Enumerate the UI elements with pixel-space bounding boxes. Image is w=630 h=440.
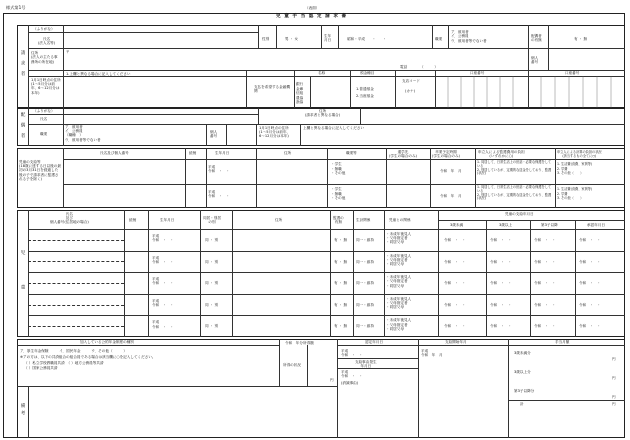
child-row-care[interactable]: 有 ・ 無 (334, 238, 348, 242)
child-header-name: 氏名 及び 個人番号(住居地の場合) (50, 212, 89, 225)
claimant-mynumber-label: 個人 番号 (531, 56, 539, 65)
children-row1-birth[interactable]: 平成 令和 ・ ・ (208, 165, 230, 174)
reason-value[interactable]: 平成 令和 ・ ・ (341, 370, 363, 379)
spouse-label: 配偶者 の有無 (531, 34, 542, 43)
phone-label: 電話 (400, 65, 408, 69)
claimant-jan1-label: 1月1日時点の住所(1～5月分は前年、6～12月分は本年) (31, 78, 61, 95)
children-row2-job[interactable]: ・学生 ・無職 ・その他 (331, 187, 346, 201)
children-header-job: 職業等 (346, 151, 357, 155)
claimant-name-label: 氏名 (法人名等) (38, 37, 56, 46)
child-row-cohabit[interactable]: 同 ・ 別 (205, 302, 219, 307)
sex-options[interactable]: 男 ・ 女 (285, 37, 299, 41)
child-subheader-over3: 3歳以上 (499, 223, 513, 227)
remarks-label: 備考 (20, 403, 25, 419)
children-row2-graduate[interactable]: 令和 年 月 (440, 194, 462, 198)
amount-label: 手当月額 (555, 340, 570, 344)
claimant-address-input[interactable] (63, 48, 528, 70)
kana-label: (カナ) (405, 89, 415, 93)
child-row-date-under3[interactable]: 令和 ・ ・ (444, 324, 466, 329)
children-row1-graduate[interactable]: 令和 年 月 (440, 169, 462, 173)
child-row-birth[interactable]: 平成 令和 ・ ・ (152, 320, 174, 329)
child-row-date-over3[interactable]: 令和 ・ ・ (490, 238, 512, 242)
children-header-graduate: 卒業予定時期 (学生の場合のみ) (432, 150, 460, 158)
account-label: 口座番号 (470, 71, 485, 75)
child-row-date-approval[interactable]: 令和 ・ ・ (579, 281, 601, 286)
bank-section-label: 支払を希望する金融機関 (254, 85, 290, 94)
bank-name-label: 名称 (318, 71, 326, 75)
child-row-livelihood[interactable]: 同一・維持 (356, 302, 374, 307)
child-row-date-third[interactable]: 令和 ・ ・ (534, 259, 556, 264)
income-label: 所得の状況 (283, 363, 301, 367)
child-header-livelihood: 生計関係 (356, 218, 371, 222)
child-subheader-third: 第3子以降 (541, 223, 558, 227)
occupation-label: 職業 (435, 37, 443, 41)
child-row-name-input[interactable] (28, 251, 124, 273)
child-row-date-under3[interactable]: 令和 ・ ・ (444, 259, 466, 264)
spouse-name-label: 氏名 (40, 117, 48, 121)
spouse-occupation-label: 職業 (40, 132, 48, 136)
spouse-furigana-label: （ふりがな） (33, 109, 55, 113)
child-row-birth[interactable]: 平成 令和 ・ ・ (152, 234, 174, 243)
child-header-cohabit: 同居・別居 の別 (203, 216, 221, 225)
spouse-options[interactable]: 有 ・ 無 (574, 37, 588, 41)
approval-value[interactable]: 平成 令和 ・ ・ (341, 349, 363, 358)
start-value[interactable]: 平成 令和 年 月 (421, 349, 443, 358)
extinct-label: (消滅事由) (341, 381, 359, 385)
claimant-section-label: 請求者 (20, 50, 25, 82)
children-header-birth: 生年月日 (215, 151, 230, 155)
claimant-furigana-label: （ふりがな） (33, 27, 55, 31)
spouse-address-label: 住所 (請求者と異なる場合) (305, 109, 341, 118)
claimant-birth-value[interactable]: 昭和・平成 ・ ・ (347, 37, 387, 41)
child-header-relation: 続柄 (129, 218, 137, 222)
spouse-mynumber-label: 個人 番号 (210, 130, 218, 139)
amount-under3-yen: 円 (612, 357, 616, 361)
child-row-cohabit[interactable]: 同 ・ 別 (205, 281, 219, 286)
child-row-date-over3[interactable]: 令和 ・ ・ (490, 259, 512, 264)
child-row-livelihood[interactable]: 同一・維持 (356, 259, 374, 264)
child-row-date-over3[interactable]: 令和 ・ ・ (490, 324, 512, 329)
postal-mark: 〒 (66, 50, 70, 54)
remarks-input[interactable] (28, 386, 337, 438)
child-row-care[interactable]: 有 ・ 無 (334, 281, 348, 286)
child-row-cohabit[interactable]: 同 ・ 別 (205, 324, 219, 329)
child-row-relationship[interactable]: ・未成年後見人 ・父母指定者 ・同居父母 (386, 232, 412, 245)
account-digit-grid[interactable] (435, 76, 625, 108)
pension-sub-options[interactable]: （ ）私立学校教職員共済 （ ）地方公務員等共済 （ ）国家公務員共済 (24, 361, 104, 370)
child-row-care[interactable]: 有 ・ 無 (334, 302, 348, 307)
child-row-date-third[interactable]: 令和 ・ ・ (534, 281, 556, 286)
child-header-birth: 生年月日 (160, 218, 175, 222)
child-row-date-third[interactable]: 令和 ・ ・ (534, 302, 556, 307)
child-row-date-under3[interactable]: 令和 ・ ・ (444, 281, 466, 286)
total-label: 計 (520, 402, 524, 406)
child-row-date-approval[interactable]: 令和 ・ ・ (579, 302, 601, 307)
child-row-name-input[interactable] (28, 294, 124, 316)
child-subheader-under3: 3歳未満 (450, 223, 464, 227)
bank-type-label: 預金種目 (360, 71, 375, 75)
pension-label: 加入している公的年金制度の種別 (80, 340, 134, 344)
amount-under3: 3歳未満分 (514, 351, 531, 355)
spouse-section-label: 配偶者 (20, 112, 25, 144)
pension-note: ※アの方は、以下の共済組合の組合員である場合は該当欄に○を記入してください。 (20, 355, 156, 359)
amount-over3: 3歳以上分 (514, 370, 531, 374)
child-row-name-input[interactable] (28, 229, 124, 251)
birth-label: 生年 月日 (324, 34, 332, 43)
child-row-date-under3[interactable]: 令和 ・ ・ (444, 238, 466, 242)
claimant-address-label: 住所 (法人の主たる事務所の所在地) (31, 51, 58, 64)
claimant-mynumber-input[interactable] (548, 60, 625, 70)
amount-third: 第3子以降分 (514, 389, 535, 393)
account-grid-lines (435, 76, 625, 108)
phone-input[interactable]: （ ） (420, 65, 438, 69)
child-row-cohabit[interactable]: 同 ・ 別 (205, 238, 219, 242)
spouse-address-input[interactable] (360, 108, 625, 124)
bank-types[interactable]: 1.普通預金 2.当座預金 (356, 87, 374, 98)
child-row-date-over3[interactable]: 令和 ・ ・ (490, 302, 512, 307)
child-header-relationship: 児童との関係 (389, 218, 411, 222)
spouse-name-input[interactable] (63, 114, 258, 124)
claimant-name-input[interactable] (63, 32, 258, 48)
income-value[interactable]: 令和 年分所得額 (285, 341, 314, 345)
spouse-occupation-options[interactable]: ア．被用者 イ．公務員 （職種 ） ウ．被用者等でない者 (65, 125, 101, 142)
children-row1-job[interactable]: ・学生 ・無職 ・その他 (331, 162, 346, 176)
child-row-date-approval[interactable]: 令和 ・ ・ (579, 259, 601, 264)
child-row-birth[interactable]: 平成 令和 ・ ・ (152, 277, 174, 286)
child-header-care: 監護の 有無 (333, 216, 344, 225)
child-row-date-under3[interactable]: 令和 ・ ・ (444, 302, 466, 307)
child-subheader-approval: 承認年月日 (587, 223, 605, 227)
bank-code-label: 口座番号 (565, 71, 580, 75)
form-title: 児 童 手 当 認 定 請 求 書 (276, 14, 348, 19)
child-row-cohabit[interactable]: 同 ・ 別 (205, 259, 219, 264)
children-header-burden: 申立人による監護費用の負担 (いずれかに○) (478, 150, 525, 158)
child-row-birth[interactable]: 平成 令和 ・ ・ (152, 255, 174, 264)
occupation-options[interactable]: ア．被用者 イ．公務員 ウ．被用者等でない者 (451, 30, 487, 43)
child-header-dates: 児童の支給年月日 (505, 212, 534, 216)
child-row-care[interactable]: 有 ・ 無 (334, 259, 348, 264)
children-row1-calc[interactable]: 1. 生活費(食費、家賃等) 2. 学費 3. その他（ ） (557, 162, 593, 176)
spouse-jan1-value[interactable]: 上欄と異なる場合に記入してください (303, 126, 365, 130)
child-row-livelihood[interactable]: 同一・維持 (356, 238, 374, 242)
child-row-date-over3[interactable]: 令和 ・ ・ (490, 281, 512, 286)
child-row-relationship[interactable]: ・未成年後見人 ・父母指定者 ・同居父母 (386, 296, 412, 310)
child-row-date-third[interactable]: 令和 ・ ・ (534, 238, 556, 242)
child-row-care[interactable]: 有 ・ 無 (334, 324, 348, 329)
children-row2-calc[interactable]: 1. 生活費(食費、家賃等) 2. 学費 3. その他（ ） (557, 187, 593, 201)
child-header-address: 住所 (275, 218, 283, 222)
reason-label: 支給事由発生 年月日 (355, 360, 377, 369)
child-row-relationship[interactable]: ・未成年後見人 ・父母指定者 ・同居父母 (386, 318, 412, 331)
child-row-date-approval[interactable]: 令和 ・ ・ (579, 324, 601, 329)
child-row-name-input[interactable] (28, 272, 124, 294)
child-row-relationship[interactable]: ・未成年後見人 ・父母指定者 ・同居父母 (386, 253, 412, 266)
total-yen: 円 (612, 402, 616, 406)
amount-over3-yen: 円 (612, 376, 616, 380)
children-header-calc: 申立人による計算の負担の状況 (該当するもの全てに○) (557, 150, 602, 158)
child-row-livelihood[interactable]: 同一・維持 (356, 324, 374, 329)
sex-label: 性別 (262, 37, 270, 41)
children-row-label: 児童の支給等 (18歳に達する日以後の最初の3月31日を経過した後の子で請求者に監護される子を除く) (19, 160, 61, 181)
income-unit: 円 (330, 378, 334, 382)
children-header-relation: 続柄 (189, 151, 197, 155)
approval-label: 認定年月日 (365, 340, 383, 344)
children-header-name: 氏名及び個人番号 (100, 151, 129, 155)
child-row-name-input[interactable] (28, 315, 124, 337)
child-row-date-third[interactable]: 令和 ・ ・ (534, 324, 556, 329)
children-header-address: 住所 (284, 151, 292, 155)
child-row-date-approval[interactable]: 令和 ・ ・ (579, 238, 601, 242)
children-header-school: 通学先 (学生の場合のみ) (389, 150, 417, 158)
children-row1-burden[interactable]: 1. 同居して、日常生活上の世話・必要な保護をしている 2. 別居しているが、定期的な送金をしており、監護(状況) (477, 160, 552, 176)
child-row-livelihood[interactable]: 同一・維持 (356, 281, 374, 286)
amount-third-yen: 円 (612, 395, 616, 399)
pension-options[interactable]: ア．厚生年金保険 イ．国民年金 ウ．その他（ ） (20, 349, 127, 353)
children-row2-burden[interactable]: 1. 同居して、日常生活上の世話・必要な保護をしている 2. 別居しているが、定期的な送金をしており、監護(状況) (477, 185, 552, 201)
form-id: 様式第1号 (6, 5, 26, 10)
child-section-label: 児童 (20, 250, 25, 320)
child-row-birth[interactable]: 平成 令和 ・ ・ (152, 298, 174, 307)
branch-code-label: 支店コード (402, 79, 420, 83)
top-note: （表面） (305, 6, 320, 10)
spouse-mynumber-input[interactable] (226, 130, 254, 146)
claimant-jan1-value[interactable]: 1.上欄と異なる場合に記入してください (66, 72, 131, 76)
spouse-jan1-label: 1月1日時点の住所 (1～5月分は前年、 6～12月分は本年) (259, 126, 291, 139)
child-row-relationship[interactable]: ・未成年後見人 ・父母指定者 ・同居父母 (386, 275, 412, 288)
bank-kinds[interactable]: 銀行 金庫 信組 農協 漁協 (296, 82, 304, 105)
children-row2-birth[interactable]: 平成 令和 ・ ・ (208, 190, 230, 199)
start-label: 支給開始年月 (445, 340, 467, 344)
